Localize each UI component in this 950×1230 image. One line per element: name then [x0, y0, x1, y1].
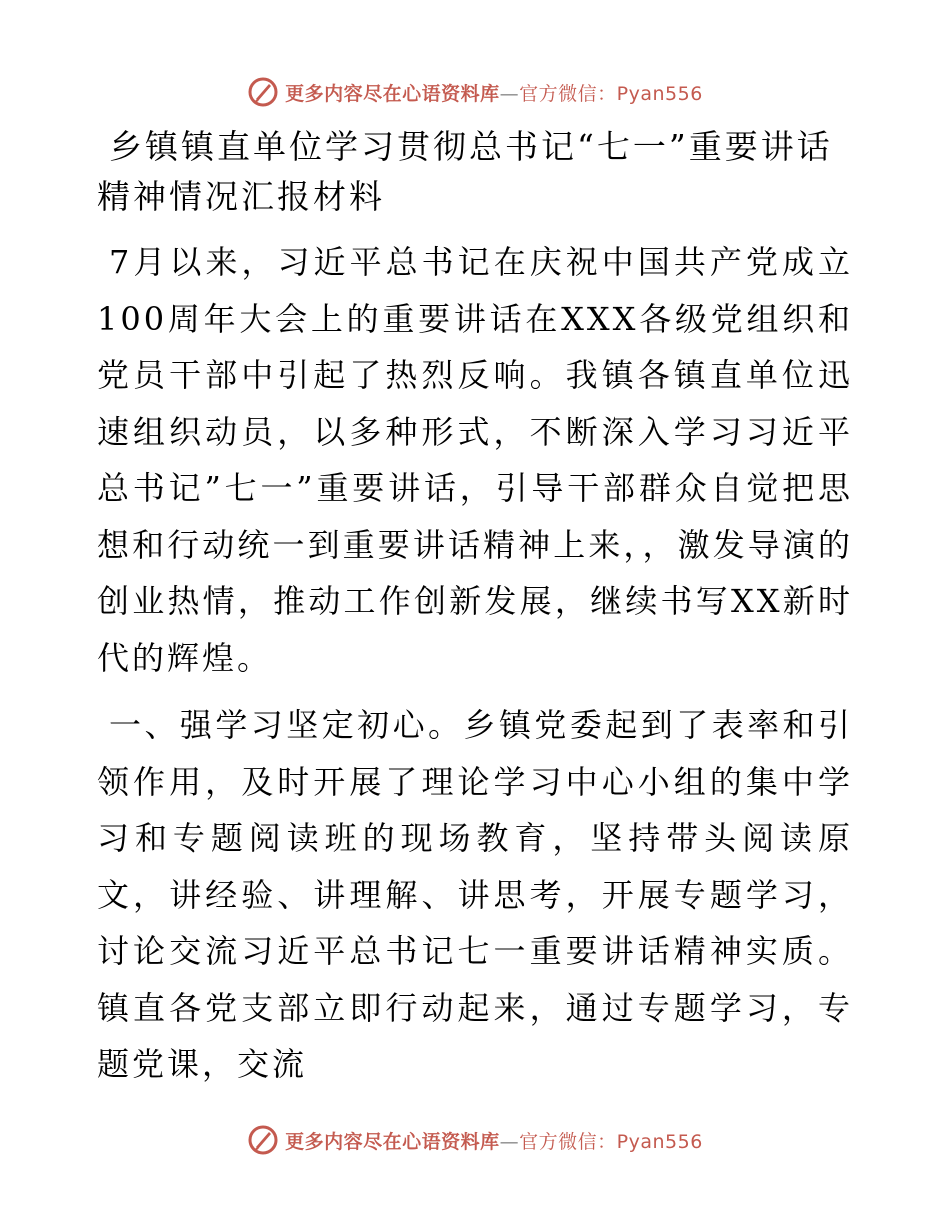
paragraph-section-one: 一、强学习坚定初心。乡镇党委起到了表率和引领作用，及时开展了理论学习中心小组的集中学习和专题阅读班的现场教育，坚持带头阅读原文，讲经验、讲理解、讲思考，开展专题学习，讨论交流习近平总书记七一重要讲话精神实质。镇直各党支部立即行动起来，通过专题学习，专题党课，交流: [97, 706, 853, 1083]
watermark-main: 更多内容尽在心语资料库: [285, 1130, 500, 1153]
watermark-main: 更多内容尽在心语资料库: [285, 82, 500, 105]
watermark-text: [285, 79, 703, 106]
footer-watermark: [0, 1120, 950, 1160]
paragraph-intro: 7月以来，习近平总书记在庆祝中国共产党成立100周年大会上的重要讲话在XXX各级党组织和党员干部中引起了热烈反响。我镇各镇直单位迅速组织动员，以多种形式，不断深入学习习近平总书记”七一”重要讲话，引导干部群众自觉把思想和行动统一到重要讲话精神上来，，激发导演的创业热情，推动工作创新发展，继续书写XX新时代的辉煌。: [97, 243, 853, 677]
watermark-sub: 官方微信：Pyan556: [519, 82, 703, 105]
header-watermark: [0, 72, 950, 112]
watermark-separator: —: [499, 82, 520, 105]
watermark-sub: 官方微信：Pyan556: [519, 1130, 703, 1153]
quill-seal-icon: [247, 76, 279, 108]
document-title: 乡镇镇直单位学习贯彻总书记“七一”重要讲话精神情况汇报材料: [97, 127, 833, 216]
watermark-text: [285, 1127, 703, 1154]
watermark-separator: —: [499, 1130, 520, 1153]
document-body: [97, 122, 853, 1104]
quill-seal-icon: [247, 1124, 279, 1156]
